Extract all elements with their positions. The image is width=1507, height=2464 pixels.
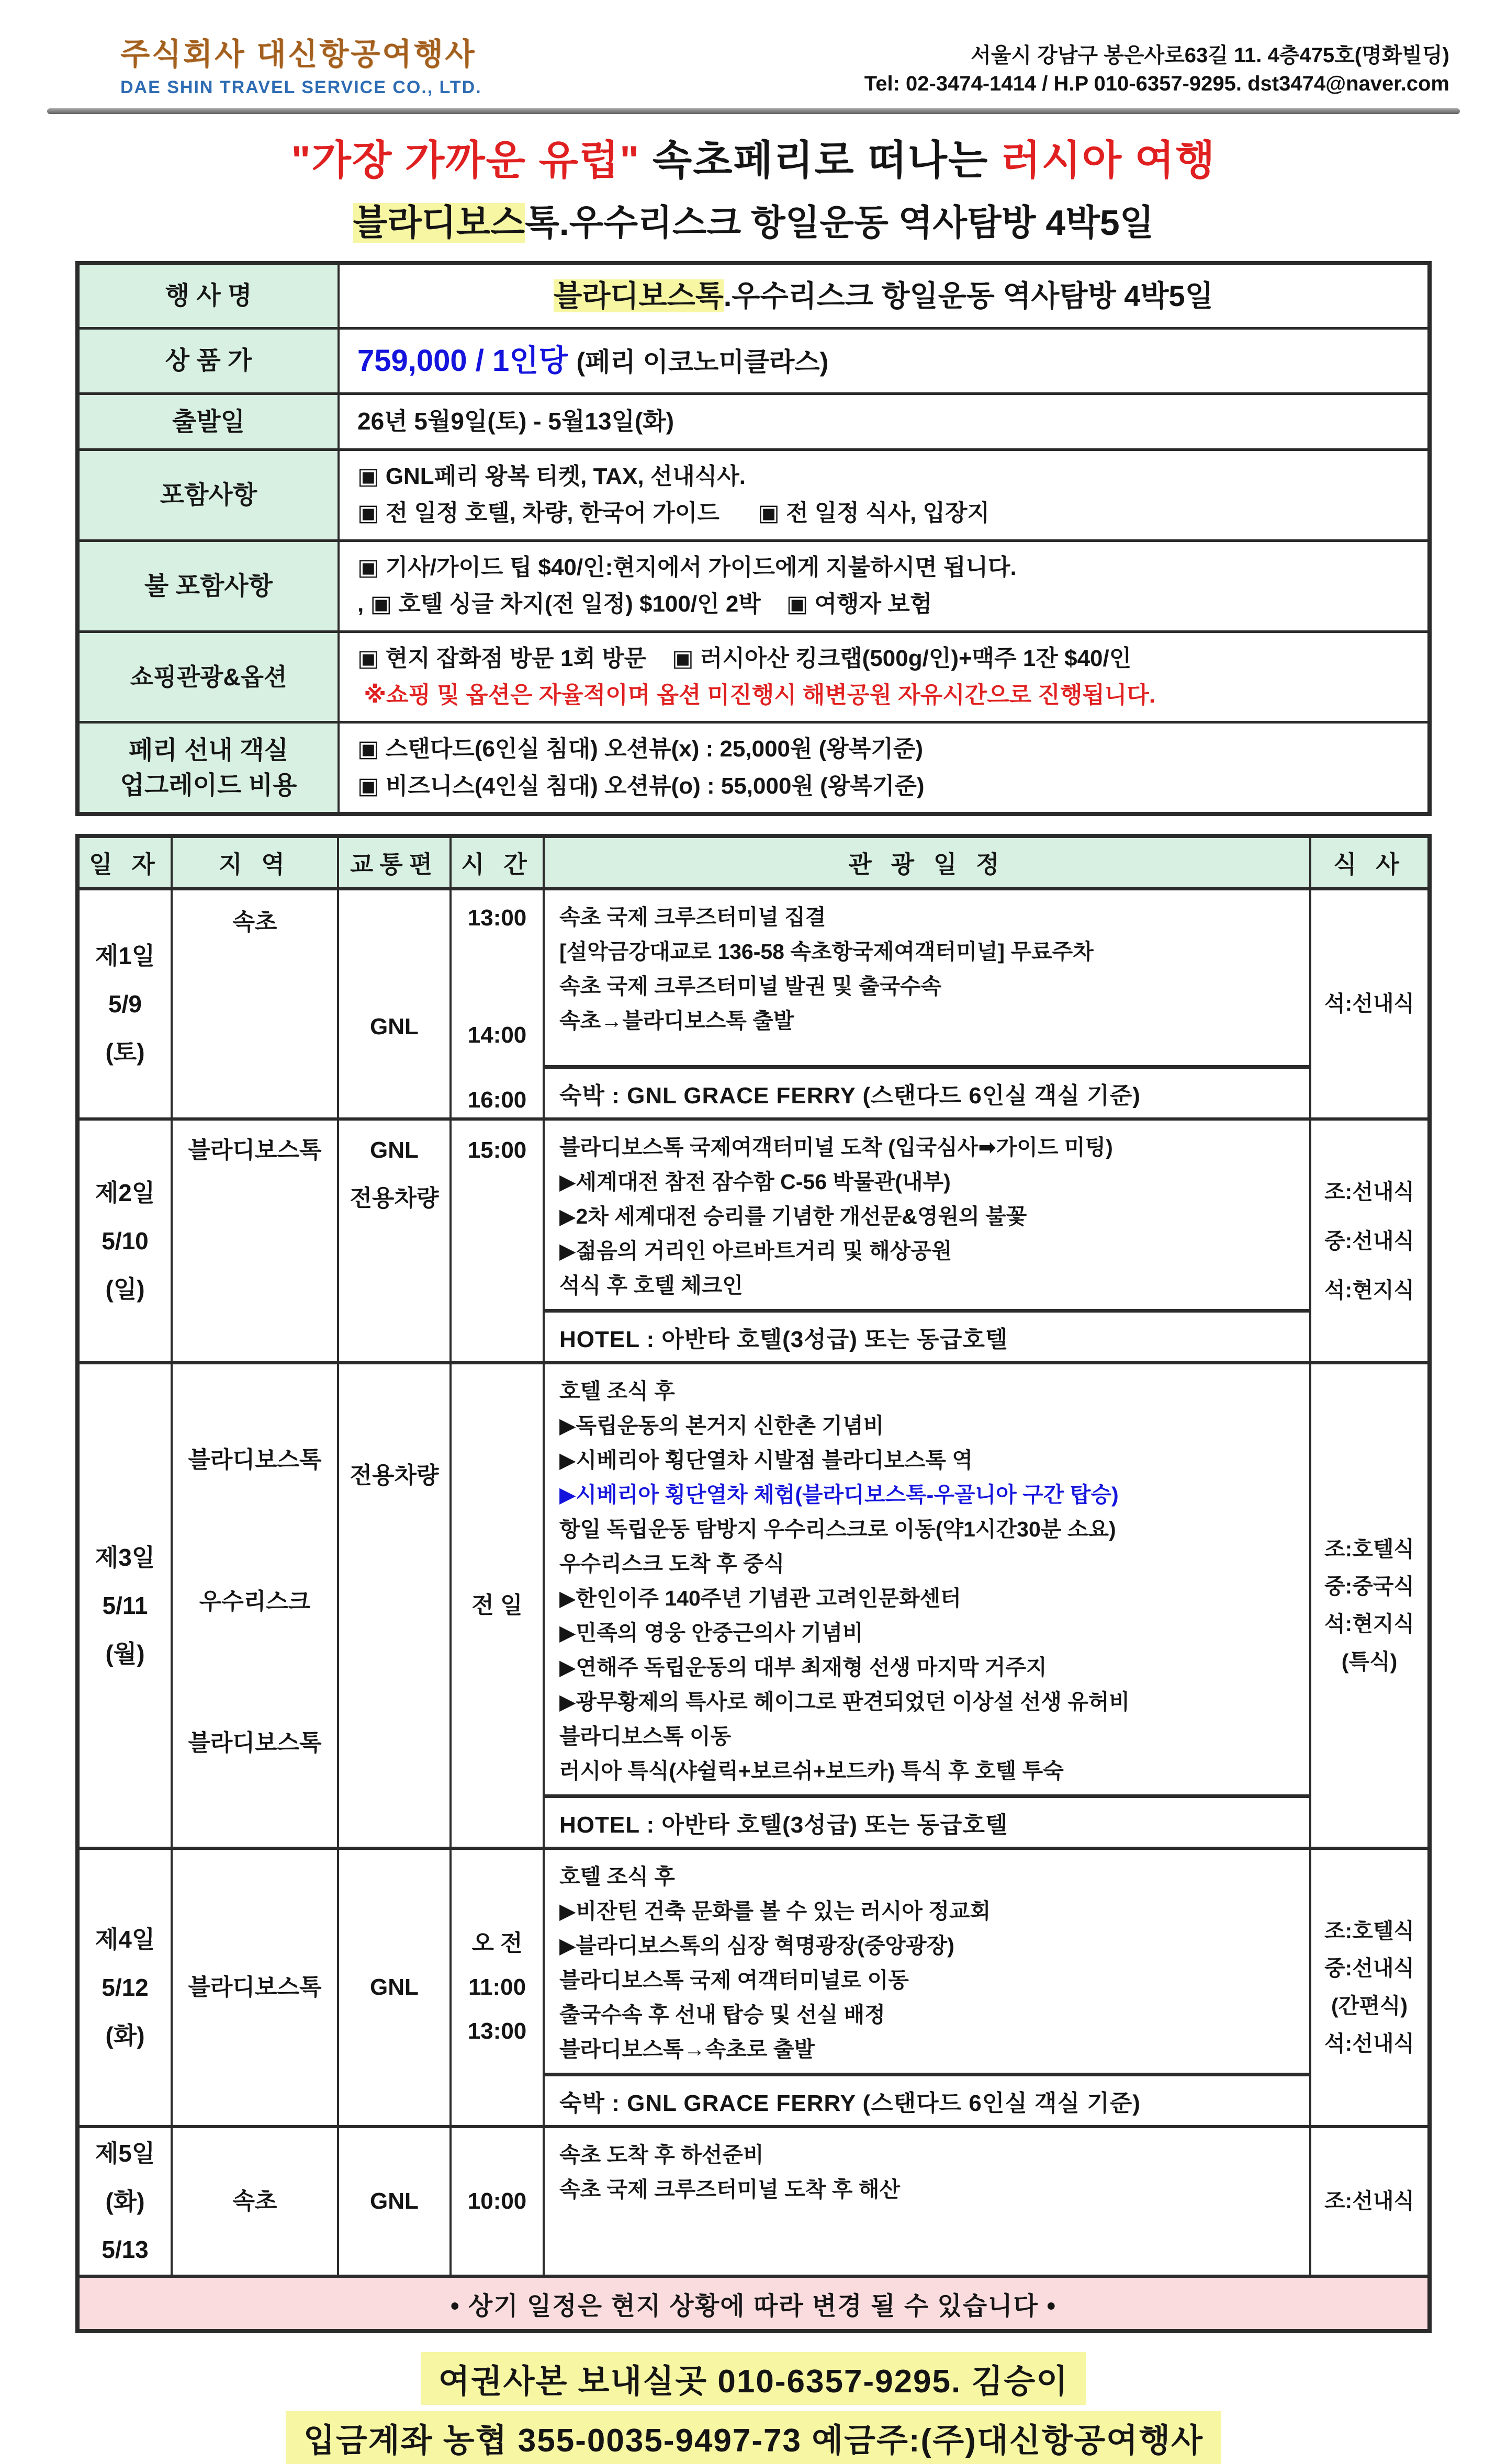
sub-title: [0, 195, 1507, 245]
meal-line: 조:호텔식: [1324, 1536, 1415, 1561]
text-segment: ▶블라디보스톡의 심장 혁명광장(중앙광장): [559, 1934, 954, 1958]
info-row-label: [80, 265, 340, 327]
schedule-lines: [545, 890, 1309, 1065]
text-segment: 759,000 / 1인당: [357, 343, 577, 378]
text-segment: 출국수속 후 선내 탑승 및 선실 배정: [559, 2003, 885, 2027]
day-schedule-cell: [545, 2128, 1311, 2275]
text-segment: ▣ 현지 잡화점 방문 1회 방문 ▣ 러시아산 킹크랩(500g/인)+맥주 1잔 $40/인: [357, 645, 1132, 671]
column-header-meals: 식 사: [1333, 851, 1405, 878]
schedule-line: [559, 1003, 1297, 1038]
text-segment: 속초 도착 후 하선준비: [559, 2143, 764, 2167]
document-header: [58, 29, 1449, 98]
day-schedule-cell: [545, 890, 1311, 1117]
company-contact: [864, 41, 1449, 98]
meal-line: 조:선내식: [1324, 1179, 1415, 1204]
text-segment: ▶한인이주 140주년 기념관 고려인문화센터: [559, 1586, 961, 1611]
info-row-value: [340, 542, 1427, 630]
text-segment: ▣ 비즈니스(4인실 침대) 오션뷰(o) : 55,000원 (왕복기준): [357, 773, 925, 799]
schedule-lines: [545, 2128, 1309, 2275]
itinerary-day-row: [80, 890, 1427, 1121]
lodging-line: [545, 1794, 1309, 1847]
meal-line: 석:선내식: [1324, 2031, 1415, 2055]
time-label: 전 일: [471, 1592, 523, 1619]
schedule-line: [559, 1443, 1297, 1477]
info-row: [80, 724, 1427, 812]
day-date-line: 제5일: [95, 2140, 155, 2167]
time-label: 오 전: [471, 1930, 523, 1957]
day-transport-cell: [339, 1121, 452, 1361]
day-date-line: 제4일: [95, 1926, 155, 1953]
day-region-cell: [173, 1364, 339, 1847]
info-row: [80, 542, 1427, 633]
text-segment: ▶세계대전 참전 잠수함 C-56 박물관(내부): [559, 1170, 951, 1194]
schedule-line: [559, 1754, 1297, 1788]
info-value-line: [357, 549, 1410, 586]
info-label-line: 페리 선내 객실: [129, 736, 288, 764]
text-segment: ▶2차 세계대전 승리를 기념한 개선문&영원의 불꽃: [559, 1204, 1027, 1229]
day-date-cell: [80, 1364, 173, 1847]
schedule-change-notice: • 상기 일정은 현지 상황에 따라 변경 될 수 있습니다 •: [80, 2278, 1427, 2329]
info-row: [80, 633, 1427, 724]
text-segment: HOTEL : 아반타 호텔(3성급) 또는 동급호텔: [559, 1326, 1008, 1352]
text-segment: 톡.우수리스크 항일운동 역사탐방 4박5일: [525, 203, 1154, 243]
time-label: 15:00: [467, 1137, 527, 1163]
info-value-line: [357, 731, 1410, 767]
info-label-line: 포함사항: [160, 481, 257, 509]
info-label-line: 업그레이드 비용: [120, 771, 297, 799]
itinerary-header-row: [80, 838, 1427, 890]
day-transport-cell: [339, 890, 452, 1117]
lodging-line: [545, 2073, 1309, 2125]
day-meals-cell: [1311, 2128, 1427, 2275]
meal-line: 조:선내식: [1324, 2189, 1415, 2213]
info-value-line: [357, 586, 1410, 623]
text-segment: "가장 가까운 유럽": [291, 137, 653, 183]
transport-label: 전용차량: [350, 1185, 439, 1212]
day-transport-cell: [339, 1364, 452, 1847]
time-label: 14:00: [467, 1022, 527, 1048]
region-label: 블라디보스톡: [188, 1447, 322, 1473]
info-row-value: [340, 633, 1427, 721]
day-date-cell: [80, 1121, 173, 1361]
info-label-line: 불 포함사항: [144, 572, 273, 600]
itinerary-day-row: [80, 1121, 1427, 1364]
region-label: 블라디보스톡: [188, 1137, 322, 1163]
time-label: 16:00: [467, 1087, 527, 1113]
schedule-lines: [545, 1364, 1309, 1794]
schedule-lines: [545, 1121, 1309, 1309]
document-footer: [0, 2346, 1507, 2464]
day-transport-cell: [339, 2128, 452, 2275]
text-segment: 호텔 조식 후: [559, 1379, 675, 1404]
schedule-line: [559, 969, 1297, 1003]
region-label: 블라디보스톡: [188, 1730, 322, 1756]
meal-line: 중:중국식: [1324, 1574, 1415, 1599]
company-phone-line: Tel: 02-3474-1414 / H.P 010-6357-9295. dst3474@naver.com: [864, 72, 1449, 95]
info-value-line: [357, 458, 1410, 495]
text-segment: [설악금강대교로 136-58 속초항국제여객터미널] 무료주차: [559, 940, 1094, 964]
info-row-value: [340, 451, 1427, 539]
info-value-line: [554, 273, 1213, 320]
day-date-line: 5/11: [102, 1592, 148, 1620]
company-address: 서울시 강남구 봉은사로63길 11. 4층475호(명화빌딩): [971, 44, 1449, 67]
schedule-line: [559, 1477, 1297, 1512]
info-row: [80, 330, 1427, 395]
info-value-line: [357, 677, 1410, 714]
schedule-line: [559, 1650, 1297, 1685]
column-header-transport: 교통편: [339, 838, 452, 887]
info-value-line: [357, 402, 1410, 441]
day-time-cell: [452, 890, 545, 1117]
meal-line: 중:선내식: [1324, 1956, 1415, 1981]
schedule-lines: [545, 1850, 1309, 2073]
meal-line: 석:선내식: [1324, 991, 1415, 1016]
info-value-line: [357, 640, 1410, 677]
tour-summary-table: [75, 261, 1432, 816]
region-label: 블라디보스톡: [188, 1974, 322, 2000]
text-segment: ▶연해주 독립운동의 대부 최재형 선생 마지막 거주지: [559, 1655, 1047, 1680]
info-value-line: [357, 337, 1410, 386]
info-value-line: [357, 768, 1410, 805]
info-row-value: [340, 395, 1427, 448]
schedule-line: [559, 1512, 1297, 1546]
time-label: 13:00: [467, 905, 527, 931]
schedule-line: [559, 1719, 1297, 1754]
schedule-line: [559, 2172, 1297, 2207]
day-date-line: 5/10: [102, 1227, 149, 1255]
transport-label: 전용차량: [350, 1463, 439, 1489]
company-name-korean: 주식회사 대신항공여행사: [120, 37, 477, 71]
text-segment: , ▣ 호텔 싱글 차지(전 일정) $100/인 2박 ▣ 여행자 보험: [357, 591, 932, 617]
day-schedule-cell: [545, 1850, 1311, 2125]
info-row-label: [80, 633, 340, 721]
info-label-line: 출발일: [172, 408, 245, 436]
schedule-line: [559, 1685, 1297, 1719]
text-segment: 속초 국제 크루즈터미널 도착 후 해산: [559, 2177, 901, 2202]
main-title: [0, 128, 1507, 186]
day-meals-cell: [1311, 1364, 1427, 1847]
column-header-time: 시 간: [452, 838, 545, 887]
text-segment: 호텔 조식 후: [559, 1864, 675, 1889]
day-date-line: 제1일: [95, 942, 155, 970]
schedule-line: [559, 1374, 1297, 1408]
info-row: [80, 265, 1427, 330]
info-label-line: 상 품 가: [165, 347, 252, 375]
text-segment: ※쇼핑 및 옵션은 자율적이며 옵션 미진행시 해변공원 자유시간으로 진행됩니다.: [357, 682, 1156, 708]
schedule-line: [559, 1859, 1297, 1894]
text-segment: ▶시베리아 횡단열차 체험(블라디보스톡-우골니아 구간 탑승): [559, 1483, 1119, 1507]
day-time-cell: [452, 1121, 545, 1361]
day-time-cell: [452, 1364, 545, 1847]
lodging-line: [545, 1309, 1309, 1361]
column-header-date: 일 자: [80, 838, 173, 887]
day-date-cell: [80, 890, 173, 1117]
day-transport-cell: [339, 1850, 452, 2125]
day-date-line: 제3일: [95, 1544, 155, 1572]
day-date-line: 5/12: [102, 1974, 149, 2002]
meal-line: (간편식): [1331, 1994, 1408, 2018]
text-segment: 26년 5월9일(토) - 5월13일(화): [357, 408, 674, 435]
text-segment: 블라디보스톡 이동: [559, 1724, 732, 1749]
meal-line: 석:현지식: [1324, 1612, 1415, 1636]
time-label: 11:00: [468, 1974, 526, 2000]
day-date-line: (화): [105, 2022, 145, 2050]
day-date-line: 5/13: [102, 2236, 149, 2264]
schedule-line: [559, 1546, 1297, 1581]
info-row: [80, 451, 1427, 542]
meal-line: 조:호텔식: [1324, 1918, 1415, 1943]
text-segment: 블라디보스톡→속초로 출발: [559, 2037, 815, 2062]
day-time-cell: [452, 2128, 545, 2275]
day-date-line: (월): [105, 1640, 145, 1668]
time-label: 10:00: [467, 2188, 527, 2214]
text-segment: 석식 후 호텔 체크인: [559, 1273, 744, 1298]
info-row-label: [80, 542, 340, 630]
schedule-line: [559, 1615, 1297, 1650]
schedule-line: [559, 1928, 1297, 1963]
text-segment: HOTEL : 아반타 호텔(3성급) 또는 동급호텔: [559, 1812, 1008, 1838]
info-label-line: 행 사 명: [165, 282, 252, 310]
day-time-cell: [452, 1850, 545, 2125]
schedule-line: [559, 2138, 1297, 2172]
transport-label: GNL: [370, 1974, 419, 2000]
day-date-line: (화): [105, 2188, 145, 2216]
info-row-label: [80, 330, 340, 393]
text-segment: ▶독립운동의 본거지 신한촌 기념비: [559, 1414, 884, 1438]
text-segment: 블라디보스톡 국제 여객터미널로 이동: [559, 1968, 909, 1993]
info-row-value: [340, 724, 1427, 812]
region-label: 속초: [232, 909, 277, 935]
day-date-line: 제2일: [95, 1179, 155, 1207]
info-value-line: [357, 495, 1410, 532]
text-segment: ▶젊음의 거리인 아르바트거리 및 해상공원: [559, 1239, 952, 1263]
text-segment: 블라디보스톡 국제여객터미널 도착 (입국심사➡가이드 미팅): [559, 1135, 1113, 1160]
text-segment: 숙박 : GNL GRACE FERRY (스탠다드 6인실 객실 기준): [559, 2090, 1141, 2116]
day-date-line: (일): [105, 1275, 145, 1303]
company-name-english: DAE SHIN TRAVEL SERVICE CO., LTD.: [120, 77, 482, 97]
day-schedule-cell: [545, 1121, 1311, 1361]
transport-label: GNL: [370, 2188, 419, 2214]
text-segment: 러시아 여행: [1001, 137, 1216, 183]
schedule-line: [559, 1130, 1297, 1165]
meal-line: 중:선내식: [1324, 1228, 1415, 1253]
text-segment: ▣ 전 일정 호텔, 차량, 한국어 가이드 ▣ 전 일정 식사, 입장지: [357, 500, 989, 526]
text-segment: 러시아 특식(샤쉴릭+보르쉬+보드카) 특식 후 호텔 투숙: [559, 1759, 1064, 1783]
column-header-schedule: 관 광 일 정: [545, 838, 1311, 887]
text-segment: 속초 국제 크루즈터미널 발권 및 출국수속: [559, 974, 942, 999]
day-date-line: (토): [105, 1038, 145, 1066]
schedule-line: [559, 1165, 1297, 1199]
text-segment: 속초페리로 떠나는: [652, 137, 1002, 183]
header-divider: [47, 108, 1460, 114]
transport-label: GNL: [370, 1137, 419, 1163]
info-row-label: [80, 395, 340, 448]
day-meals-cell: [1311, 1850, 1427, 2125]
day-date-cell: [80, 1850, 173, 2125]
schedule-line: [559, 1963, 1297, 1997]
text-segment: ▶민족의 영웅 안중근의사 기념비: [559, 1621, 863, 1645]
text-segment: ▣ 스탠다드(6인실 침대) 오션뷰(x) : 25,000원 (왕복기준): [357, 736, 924, 762]
schedule-line: [559, 900, 1297, 934]
schedule-line: [559, 2032, 1297, 2066]
transport-label: GNL: [370, 1014, 419, 1040]
bank-account-line: 입금계좌 농협 355-0035-9497-73 예금주:(주)대신항공여행사: [286, 2411, 1221, 2464]
text-segment: ▣ GNL페리 왕복 티켓, TAX, 선내식사.: [357, 463, 746, 489]
itinerary-day-row: [80, 1850, 1427, 2128]
schedule-line: [559, 934, 1297, 969]
schedule-line: [559, 1894, 1297, 1928]
itinerary-day-row: [80, 1364, 1427, 1850]
schedule-line: [559, 1268, 1297, 1303]
day-region-cell: [173, 890, 339, 1117]
text-segment: ▶광무황제의 특사로 헤이그로 판견되었던 이상설 선생 유허비: [559, 1690, 1130, 1714]
column-header-region: 지 역: [173, 838, 339, 887]
info-row-label: [80, 451, 340, 539]
text-segment: 숙박 : GNL GRACE FERRY (스탠다드 6인실 객실 기준): [559, 1082, 1141, 1109]
info-row-value: [340, 330, 1427, 393]
text-segment: 항일 독립운동 탐방지 우수리스크로 이동(약1시간30분 소요): [559, 1517, 1116, 1542]
lodging-line: [545, 1065, 1309, 1117]
day-date-cell: [80, 2128, 173, 2275]
region-label: 우수리스크: [199, 1588, 311, 1614]
text-segment: (페리 이코노미클라스): [576, 347, 829, 377]
time-label: 13:00: [467, 2018, 527, 2044]
text-segment: ▣ 기사/가이드 팁 $40/인:현지에서 가이드에게 지불하시면 됩니다.: [357, 554, 1017, 580]
schedule-line: [559, 1408, 1297, 1443]
text-segment: .우수리스크 항일운동 역사탐방 4박5일: [723, 279, 1213, 312]
itinerary-day-row: [80, 2128, 1427, 2278]
info-row: [80, 395, 1427, 451]
text-segment: 속초→블라디보스톡 출발: [559, 1009, 794, 1033]
day-meals-cell: [1311, 1121, 1427, 1361]
text-segment: 블라디보스: [353, 203, 525, 243]
day-meals-cell: [1311, 890, 1427, 1117]
day-region-cell: [173, 1121, 339, 1361]
day-region-cell: [173, 2128, 339, 2275]
day-schedule-cell: [545, 1364, 1311, 1847]
info-label-line: 쇼핑관광&옵션: [130, 663, 287, 691]
text-segment: 속초 국제 크루즈터미널 집결: [559, 905, 826, 930]
passport-contact-line: 여권사본 보내실곳 010-6357-9295. 김승이: [421, 2352, 1086, 2405]
text-segment: 우수리스크 도착 후 중식: [559, 1552, 785, 1576]
info-row-label: [80, 724, 340, 812]
region-label: 속초: [232, 2188, 277, 2214]
meal-line: (특식): [1341, 1649, 1398, 1674]
schedule-line: [559, 1997, 1297, 2032]
info-row-value: [340, 265, 1427, 327]
text-segment: ▶시베리아 횡단열차 시발점 블라디보스톡 역: [559, 1448, 973, 1473]
company-logo: [58, 29, 482, 98]
meal-line: 석:현지식: [1324, 1278, 1415, 1303]
schedule-line: [559, 1199, 1297, 1234]
schedule-line: [559, 1581, 1297, 1615]
schedule-line: [559, 1234, 1297, 1268]
text-segment: ▶비잔틴 건축 문화를 볼 수 있는 러시아 정교회: [559, 1899, 991, 1924]
text-segment: 블라디보스톡: [554, 279, 724, 312]
day-date-line: 5/9: [108, 990, 142, 1018]
itinerary-table: [75, 834, 1432, 2333]
day-region-cell: [173, 1850, 339, 2125]
